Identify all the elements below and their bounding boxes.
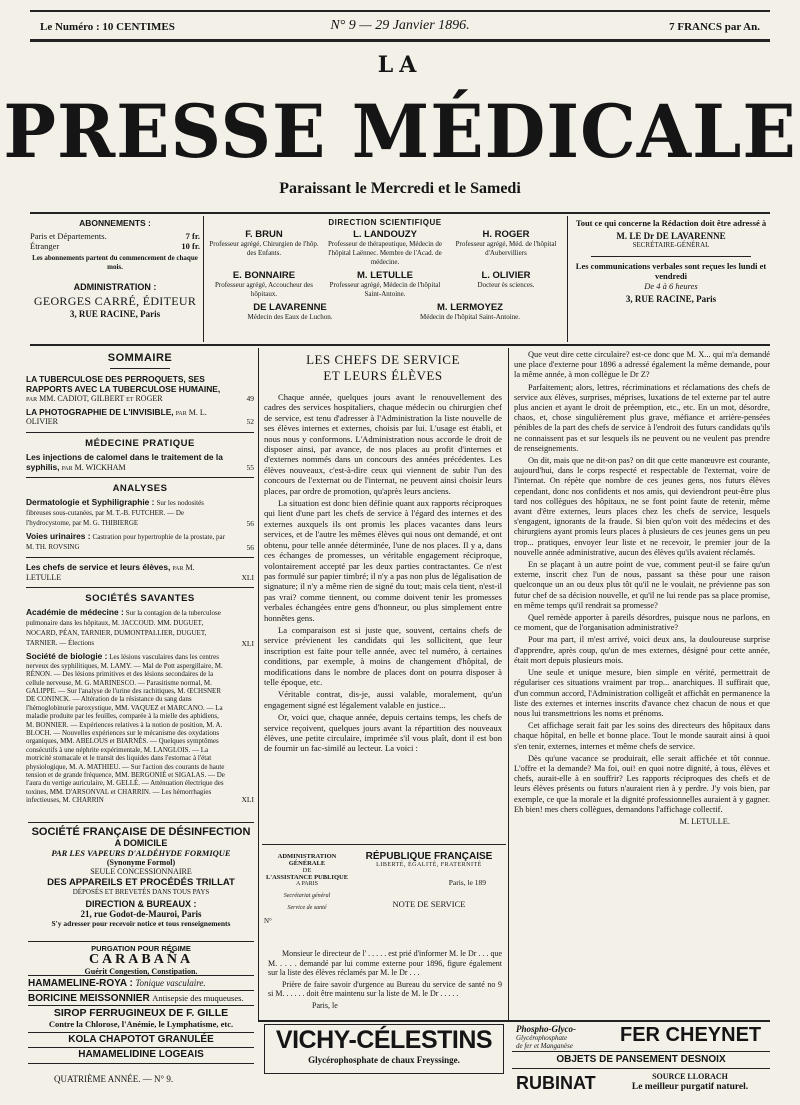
toc-entry[interactable] [26, 652, 254, 804]
toc-entry-body: par M. L. OLIVIER [26, 407, 207, 427]
article-paragraph: Pour ma part, il m'est arrivé, voici deux ans, la douloureuse surprise d'apprendre, après coup, qu'un de mes externes, désigné pour cette année, était mort depuis plusieurs mois. [514, 635, 770, 665]
circular-date: Paris, le 189 [448, 878, 486, 887]
toc-page: XLI [241, 795, 254, 805]
abonnements-title: ABONNEMENTS : [79, 218, 151, 228]
hamameline-desc: Tonique vasculaire. [135, 978, 206, 988]
article-paragraph: Dès qu'une vacance se produirait, elle serait affichée et tôt connue. L'offre et la demande? Ma foi, oui! en quoi notre dignité, à tous, élèves et chefs, aurait-elle à en souffrir? Les rapports réciproques des chefs et de leurs élèves présents ou futurs n'auraient rien à y perdre. J'y vois bien, par exemple, ce que la morale et la dignité professionnelles auraient à y gagner. Eh bien! mes chers collègues, demandons l'affichage collectif. [514, 753, 770, 814]
communications-line: Les communications verbales sont reçues les lundi et vendredi [575, 261, 767, 281]
circular-city: A PARIS [296, 881, 318, 887]
rate-label: Étranger [30, 241, 60, 251]
circular-paragraph: Monsieur le directeur de l' . . . . . est prié d'informer M. le Dr . . . que M. . . . . demandé par lui comme externe pour 1896, figure également sur la liste des élèves réclamés par M. le Dr . . . [268, 949, 502, 978]
sommaire-title: SOMMAIRE [107, 352, 173, 364]
director-desc: Professeur agrégé, Chirurgien de l'hôp. des Enfants. [209, 240, 319, 257]
toc-entry-head: Voies urinaires : [26, 531, 91, 542]
direction-title: DIRECTION SCIENTIFIQUE [328, 218, 442, 227]
desinfection-patent: DÉPOSÉS ET BREVETÉS DANS TOUS PAYS [72, 888, 210, 896]
director-name: F. BRUN [245, 229, 283, 240]
header-right [572, 218, 770, 304]
director-desc: Docteur ès sciences. [477, 281, 535, 289]
article-paragraph: La comparaison est si juste que, souvent, certains chefs de service prévienent les candidats qui les sollicitent, que leur inscription est faite pour telle année, avec tel numéro, à certaines conditions, par exemple, à moins de changement d'hôpital, de modifications dans le nombre de places dont on pourra disposer à telle époque, etc. [264, 624, 502, 687]
toc-entry[interactable] [26, 408, 254, 427]
circular-header [354, 851, 504, 909]
director-desc: Professeur agrégé, Médecin de l'hôpital Saint-Antoine. [329, 281, 441, 298]
toc-divider [26, 587, 254, 588]
toc-entry[interactable] [26, 608, 254, 648]
toc-page: 52 [246, 417, 254, 427]
article-paragraph: Chaque année, quelques jours avant le renouvellement des cadres des services hospitaliers, chaque médecin ou chirurgien chef de service, est tenu d'adresser à l'Administration la liste nouvelle de ses élèves internes et externes, choisis par lui. L'usage est établi, et nous nous y conformons. L'Administration nous accorde le droit de disposer ainsi, par avance, de nos places au profit d'internes et d'externes nommés dans un concours des années précédentes. Les élèves nouveaux, c'est-à-dire ceux qui viennent de subir l'un des concours de l'externat ou de l'internat, ne peuvent ainsi choisir leurs places, par ordre de promotion, qu'après leurs anciens. [264, 392, 502, 496]
circular-republic: RÉPUBLIQUE FRANÇAISE [365, 851, 493, 862]
toc-page: XLI [241, 638, 254, 648]
rubinat-tagline: Le meilleur purgatif naturel. [631, 1082, 749, 1092]
article-paragraph: Quel remède apporter à pareils désordres, puisque nous ne parlons, en ce moment, que de l'organisation administrative? [514, 613, 770, 633]
toc-page: 49 [246, 394, 254, 404]
circular-motto: LIBERTÉ, ÉGALITÉ, FRATERNITÉ [376, 862, 482, 868]
article-paragraph: Véritable contrat, dis-je, aussi valable, moralement, qu'un engagement signé est légalement valable en justice... [264, 689, 502, 710]
issue-price: Le Numéro : 10 CENTIMES [40, 21, 175, 33]
fer-cheynet-ad[interactable] [512, 1022, 770, 1052]
kola-ad[interactable] [28, 1034, 254, 1048]
desinfection-address: 21, rue Godot-de-Mauroi, Paris [80, 909, 202, 919]
desinfection-sub: A DOMICILE [114, 838, 168, 848]
article-paragraph: Cet affichage serait fait par les soins des directeurs des hôpitaux dans chaque hôpital, en belle et bonne place. Tout le monde saurait ainsi à quoi s'en tenir, externes, internes et même chefs de service. [514, 721, 770, 751]
desinfection-concession: SEULE CONCESSIONNAIRE [90, 867, 192, 876]
circular-sender [264, 853, 350, 925]
toc-entry-head: Les chefs de service et leurs élèves, [26, 562, 171, 573]
publication-subtitle: Paraissant le Mercredi et le Samedi [279, 180, 521, 197]
objets-name: OBJETS DE PANSEMENT DESNOIX [556, 1054, 726, 1065]
toc-entry-head: LA PHOTOGRAPHIE DE L'INVISIBLE, [26, 406, 174, 417]
article-title-line2: ET LEURS ÉLÈVES [323, 368, 443, 383]
boricine-ad[interactable] [28, 992, 254, 1006]
toc-entry[interactable] [26, 498, 254, 528]
desinfection-direction: DIRECTION & BUREAUX : [85, 899, 197, 909]
header-rule-top [30, 212, 770, 214]
publication-title: PRESSE MÉDICALE [3, 87, 797, 176]
redaction-role: SECRÉTAIRE-GÉNÉRAL [632, 241, 710, 249]
header-left [30, 218, 200, 319]
toc-entry-body: par M. LETULLE [26, 563, 195, 582]
toc-entry-body: par MM. CADIOT, GILBERT et ROGER [26, 394, 163, 404]
toc-entry[interactable] [26, 375, 254, 404]
toc-page: 55 [246, 462, 254, 472]
circular-facsimile [262, 844, 506, 1021]
carabana-sub: Guérit Congestion, Constipation. [84, 967, 198, 976]
circular-secretariat: Secrétariat général [283, 893, 331, 899]
issue-footer: QUATRIÈME ANNÉE. — N° 9. [54, 1074, 174, 1084]
toc-entry[interactable] [26, 532, 254, 552]
toc-section-title: MÉDECINE PRATIQUE [85, 437, 195, 449]
director-name: L. OLIVIER [481, 270, 531, 281]
subscription-price: 7 FRANCS par An. [669, 21, 760, 33]
toc-entry-head: Les injections de calomel dans le traitement de la syphilis, [26, 451, 223, 472]
issue-number: N° 9 — 29 Janvier 1896. [330, 18, 470, 33]
article-signature: M. LETULLE. [679, 816, 730, 826]
toc-entry-body: par M. WICKHAM [61, 462, 126, 472]
phospho-line: de fer et Manganèse [516, 1042, 573, 1050]
toc-divider [26, 477, 254, 478]
toc-entry-body: Sur les nodosités fibreuses sous-cutanées, par M. T.-B. FUTCHER. — De l'hydrocystome, par M. G. THIBIERGE [26, 499, 204, 528]
circular-number: N° [264, 917, 272, 925]
circular-body [268, 949, 502, 1013]
direction-grid [205, 229, 565, 299]
desinfection-line: PAR LES VAPEURS D'ALDÉHYDE FORMIQUE [51, 848, 231, 858]
article-col-2 [514, 350, 770, 827]
article-paragraph: Or, voici que, chaque année, depuis certains temps, les chefs de service reçoivent, quelques jours avant la répartition des nouveaux élèves, une petite circulaire, imprimée s'il vous plaît, dont il est bon de fournir un fac-similé au lecteur. La voici : [264, 712, 502, 754]
toc-entry-body: Sur la contagion de la tuberculose pulmonaire dans les hôpitaux, M. JACCOUD. MM. DUGUET, NOCARD, PÉAN, TARNIER, DUMONTPALLIER, DUGUET, TARNIER. — Élections [26, 609, 221, 648]
director-name: L. LANDOUZY [353, 229, 417, 240]
redaction-line: Tout ce qui concerne la Rédaction doit être adressé à [575, 218, 767, 228]
article-col-1 [264, 352, 502, 756]
sirop-ad[interactable] [28, 1007, 254, 1033]
phospho-block [516, 1024, 614, 1050]
desinfection-ad[interactable] [28, 822, 254, 942]
toc-page: 56 [246, 518, 254, 528]
article-paragraph: Parfaitement; alors, lettres, récriminations et réclamations des chefs de service aux élèves, surprises, méprises, luxations de tel externe par tel autre plus ancien et ayant le droit de préemption, etc., etc. En un mot, désordre, chaos, et, chose singulièrement plus grave, méfiance et arrière-pensées pénibles de la part des chefs de service à l'endroit des futurs candidats qu'ils ne connaissent pas et sur lesquels ils ne peuvent ou ne veulent pas prendre de renseignements. [514, 382, 770, 453]
phospho-line: Phospho-Glyco- [516, 1024, 576, 1034]
circular-admin: ADMINISTRATION GÉNÉRALE [277, 853, 337, 867]
objets-ad[interactable] [512, 1054, 770, 1069]
circular-paragraph: Prière de faire savoir d'urgence au Bureau du service de santé no 9 si M. . . . . . doit être maintenu sur la liste de M. le Dr . . . . . [268, 979, 502, 999]
boricine-desc: Antisepsie des muqueuses. [152, 993, 244, 1003]
hamameline-ad[interactable] [28, 977, 254, 991]
toc-page: 56 [246, 542, 254, 552]
publisher-name: GEORGES CARRÉ, ÉDITEUR [33, 294, 197, 308]
communications-hours: De 4 à 6 heures [644, 281, 698, 291]
phospho-line: Glycérophosphate [516, 1034, 568, 1042]
rubinat-source: SOURCE LLORACH [652, 1072, 728, 1081]
redaction-name: M. LE Dr DE LAVARENNE [616, 231, 726, 241]
header-divider [567, 216, 568, 342]
vichy-ad[interactable] [264, 1024, 504, 1074]
carabana-name: CARABAÑA [88, 952, 194, 967]
vichy-sub: Glycérophosphate de chaux Freyssinge. [308, 1055, 460, 1065]
sirop-name: SIROP FERRUGINEUX DE F. GILLE [53, 1007, 229, 1019]
masthead-rule [30, 39, 770, 42]
column-rule [508, 348, 509, 1020]
article-paragraph: La situation est donc bien définie quant aux rapports réciproques qui lient d'une part les chefs de service à l'égard des internes et des externes auxquels ils ont promis les places vacantes dans leurs services, et de l'autre les mêmes élèves qui nous ont demandé, et ont obtenu, pour telle année déterminée, l'une de nos places. Il y a, dans ces échanges de promesses, un véritable engagement réciproque, volontairement accepté par les deux parties contractantes. Ce n'est pas formulé sur papier timbré; il n'y a pas non plus de légalisation de signature; il n'y a même rien de signé du tout; mais cela tient, n'est-il pas vrai? comme tiennent, ou comme doivent tenir les promesses verbales échangées entre gens d'honneur, ou plus simplement entre honnêtes gens. [264, 498, 502, 623]
sommaire-rule [110, 368, 170, 369]
desinfection-products: DES APPAREILS ET PROCÉDÉS TRILLAT [47, 877, 235, 888]
direction-scientifique [205, 218, 565, 322]
publisher-address: 3, RUE RACINE, Paris [69, 309, 161, 319]
header-rule-bottom [30, 344, 770, 346]
circular-service: Service de santé [287, 905, 327, 911]
hamamelidine-name: HAMAMELIDINE LOGEAIS [78, 1049, 204, 1060]
toc-divider [26, 432, 254, 433]
director-desc: Médecin des Eaux de Luchon. [247, 313, 333, 321]
purgation-label: PURGATION POUR RÉGIME [91, 944, 191, 953]
title-la: LA [377, 52, 423, 78]
circular-assistance: L'ASSISTANCE PUBLIQUE [265, 874, 349, 881]
top-rule [30, 10, 770, 12]
toc-entry[interactable] [26, 563, 254, 582]
circular-sign: Paris, le [312, 1000, 338, 1010]
toc-page: XLI [241, 572, 254, 582]
header-divider [203, 216, 204, 342]
desinfection-title: SOCIÉTÉ FRANÇAISE DE DÉSINFECTION [31, 826, 251, 838]
director-desc: Professeur de thérapeutique, Médecin de l'hôpital Laënnec. Membre de l'Acad. de médecine. [327, 240, 443, 266]
toc-section-title: SOCIÉTÉS SAVANTES [85, 593, 195, 605]
director-name: DE LAVARENNE [253, 302, 327, 313]
director-name: H. ROGER [482, 229, 530, 240]
article-paragraph: On dit, mais que ne dit-on pas? on dit que cette manœuvre est courante, aujourd'hui, dans le corps respecté et respectable de l'externat, voire de l'internat. On répète que nombre de ces jeunes gens, nos futurs élèves cependant, donc nos confidents et nos amis, qui deviendront peut-être plus tard nos collègues des hôpitaux, ne se font point faute de retenir, même avant d'être externes, leurs places chez les chefs de service, lesquels s'engagent, ignorants de la fraude. Si bien qu'on voit des médecins et des chirurgiens ayant promis leurs places à plusieurs de ces jeunes gens un peu trop... pratiques, envoyer leur liste et ne recevoir, le premier jour de la nouvelle année administrative, aucun des élèves qu'ils avaient réclamés. [514, 456, 770, 557]
article-paragraph: En se plaçant à un autre point de vue, comment peut-il se faire qu'un externe, inscrit chez l'un de nous, passant sa thèse pour une raison quelconque un an ou deux plus tôt qu'il ne le voulait, ne prévienne pas son futur chef de sa décision nouvelle, et qu'il ne lui rende pas sa place promise, en même temps qu'il rendrait sa promesse? [514, 560, 770, 610]
desinfection-synonym: (Synonyme Formol) [106, 858, 176, 867]
hamameline-name: HAMAMELINE-ROYA : [28, 978, 133, 989]
rate-value: 7 fr. [185, 231, 200, 241]
director-desc: Professeur agrégé, Accoucheur des hôpitaux. [215, 281, 313, 298]
director-desc: Médecin de l'hôpital Saint-Antoine. [419, 313, 521, 321]
director-name: M. LERMOYEZ [437, 302, 503, 313]
toc-entry-head: Dermatologie et Syphiligraphie : [26, 497, 155, 508]
toc-entry-head: LA TUBERCULOSE DES PERROQUETS, SES RAPPORTS AVEC LA TUBERCULOSE HUMAINE, [26, 374, 221, 394]
column-rule [258, 348, 259, 1020]
toc-entry-body: Les lésions vasculaires dans les centres nerveux des syphilitiques, M. LAMY. — Mal de Pott aspergillaire, M. RÉNON. — Des lésions primitives et des lésions secondaires de la cellule nerveuse, M. G. MARINESCO. — Parasitisme normal, M. GALIPPE. — Sur l'analyse de l'urine des rachitiques, M. ŒCHSNER DE CONINCK. — Altération de la résistance du sang dans l'hémoglobinurie paroxystique, MM. VAQUEZ et MARCANO. — La maladie produite par les feuilles, comparée à la mielle des aphidiens, M. BONNIER. — Expériences relatives à la notion de position, M. A. BLOCH. — Nouvelles expériences sur le mécanisme des oxydations organiques, MM. ABELOUS et BIARNÈS. — Quelques symptômes consécutifs à une néphrite expérimentale, M. LANGLOIS. — La motricité stomacale et le transit des liquides dans l'estomac à l'état physiologique, M. A. MATHIEU. — Sur l'action des courants de haute tension et de grande fréquence, MM. BERGONIÉ et SIGALAS. — De l'aura du vertige auriculaire, M. GELLÉ. — Atténuation électrique des toxines, MM. D'ARSONVAL et CHARRIN. — Les hémorrhagies infectieuses, M. CHARRIN [26, 653, 225, 805]
boricine-name: BORICINE MEISSONNIER [28, 993, 150, 1004]
sommaire [26, 352, 254, 809]
rate-label: Paris et Départements. [30, 231, 107, 241]
article-paragraph: Que veut dire cette circulaire? est-ce donc que M. X... qui m'a demandé une place d'externe pour 1896 a adressé également la même demande, pour la même année, à mon collègue le Dr Z? [514, 350, 770, 380]
fer-cheynet-name: FER CHEYNET [620, 1024, 762, 1046]
article-paragraph: Une seule et unique mesure, bien simple en vérité, permettrait de régulariser ces situations vraiment par trop... anarchiques. Il suffirait que, d'un commun accord, l'Administration colligeât et affichât en permanence la liste des externes et internes inscrits d'avance chez chacun de nous et que nous lui transmettrions les noms et prénoms. [514, 668, 770, 718]
desinfection-note: S'y adresser pour recevoir notice et tous renseignements [51, 919, 231, 928]
redaction-address: 3, RUE RACINE, Paris [625, 294, 717, 304]
circular-admin-de: DE [302, 867, 312, 874]
vichy-name: VICHY-CÉLESTINS [275, 1026, 493, 1054]
article-title-line1: LES CHEFS DE SERVICE [306, 352, 460, 367]
toc-entry[interactable] [26, 453, 254, 472]
carabana-ad[interactable] [28, 944, 254, 976]
director-name: E. BONNAIRE [232, 270, 296, 281]
direction-row-last [205, 302, 565, 322]
toc-entry-head: Académie de médecine : [26, 607, 124, 618]
rate-value: 10 fr. [181, 241, 200, 251]
rubinat-name: RUBINAT [516, 1073, 596, 1093]
admin-title: ADMINISTRATION : [73, 282, 157, 292]
toc-entry-head: Société de biologie : [26, 651, 108, 662]
hamamelidine-ad[interactable] [28, 1049, 254, 1064]
toc-divider [26, 557, 254, 558]
toc-section-title: ANALYSES [112, 483, 168, 495]
director-name: M. LETULLE [357, 270, 413, 281]
kola-name: KOLA CHAPOTOT GRANULÉE [68, 1034, 214, 1045]
rubinat-ad[interactable] [512, 1072, 770, 1096]
director-desc: Professeur agrégé, Méd. de l'hôpital d'Aubervilliers [455, 240, 557, 257]
sirop-desc: Contre la Chlorose, l'Anémie, le Lymphatisme, etc. [48, 1019, 234, 1029]
circular-note-title: NOTE DE SERVICE [392, 899, 466, 909]
toc-entry-body: Castration pour hypertrophie de la prostate, par M. TH. ROVSING [26, 533, 225, 552]
rate-note: Les abonnements partent du commencement de chaque mois. [32, 254, 198, 271]
header-right-rule [591, 256, 751, 257]
